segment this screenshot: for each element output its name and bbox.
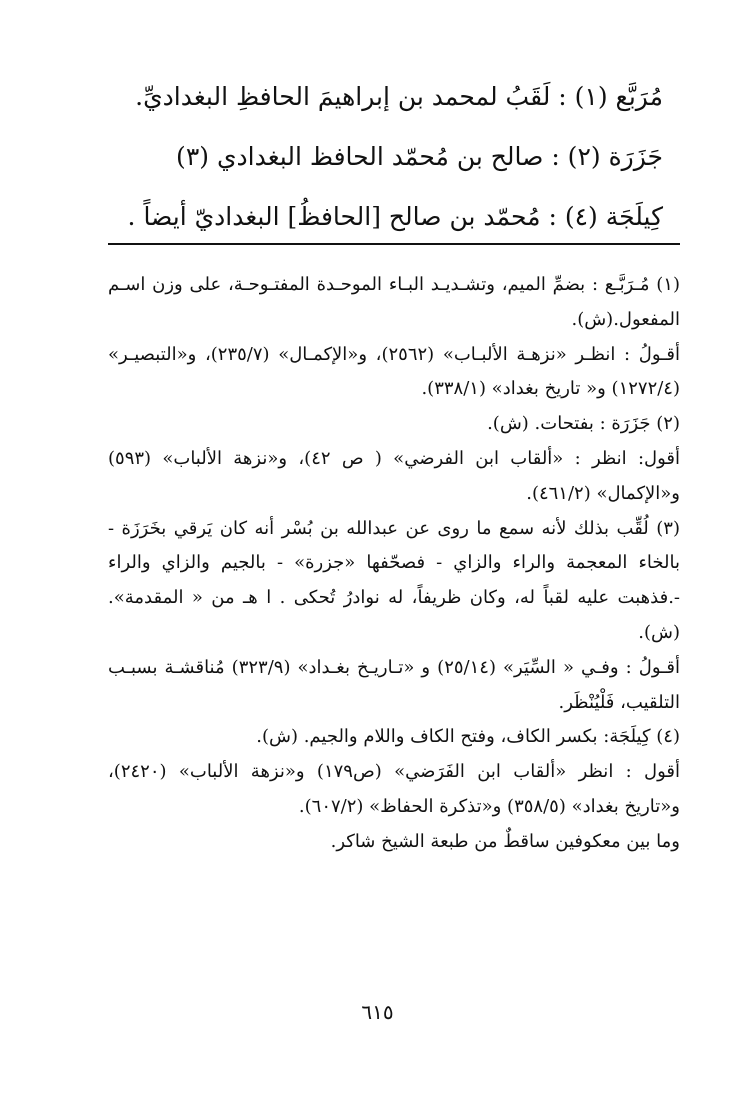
main-entries bbox=[63, 72, 663, 252]
footnote-separator bbox=[108, 243, 680, 245]
page-number: ٦١٥ bbox=[361, 1000, 394, 1024]
footnote-4-remark: وما بين معكوفين ساقطٌ من طبعة الشيخ شاكر. bbox=[330, 830, 680, 852]
footnote-3-comment: أقـولُ : وفـي « السِّيَر» (٢٥/١٤) و «تـاريـخ بغـداد» (٣٢٣/٩) مُناقشـة بسبـب التلقيب، فَلْيُنْظَر. bbox=[108, 656, 680, 713]
footnote-1-comment: أقـولُ : انظـر «نزهـة الألبـاب» (٢٥٦٢)، و«الإكمـال» (٢٣٥/٧)، و«التبصيـر» (١٢٧٢/٤) و« تاريخ بغداد» (٣٣٨/١). bbox=[108, 343, 681, 400]
footnote-1: (١) مُـرَبَّـع : بضمِّ الميم، وتشـديـد البـاء الموحـدة المفتـوحـة، على وزن اسـم المفعول.(ش). bbox=[108, 274, 680, 330]
footnote-4-comment: أقول : انظر «ألقاب ابن الفَرَضي» (ص١٧٩) و«نزهة الألباب» (٢٤٢٠)، و«تاريخ بغداد» (٣٥٨/٥) و«تذكرة الحفاظ» (٦٠٧/٢). bbox=[108, 761, 681, 817]
footnotes bbox=[108, 268, 680, 860]
footnote-2-comment: أقول: انظر : «ألقاب ابن الفرضي» ( ص ٤٢)، و«نزهة الألباب» (٥٩٣) و«الإكمال» (٤٦١/٢). bbox=[108, 447, 680, 504]
entry-murabba: مُرَبَّع (١) : لَقَبُ لمحمد بن إبراهيمَ الحافظِ البغداديِّ. bbox=[135, 82, 663, 111]
entry-kilaja: كِيلَجَة (٤) : مُحمّد بن صالح [الحافظُ] البغداديّ أيضاً . bbox=[127, 202, 663, 231]
footnote-4: (٤) كِيلَجَة: بكسر الكاف، وفتح الكاف واللام والجيم. (ش). bbox=[256, 726, 680, 748]
footnote-2: (٢) جَزَرَة : بفتحات. (ش). bbox=[487, 413, 680, 435]
footnote-3: (٣) لُقِّب بذلك لأنه سمع ما روى عن عبدالله بن بُسْر أنه كان يَرقي بخَرَزَة - بالخاء المعجمة والراء والزاي - فصحّفها «جزرة» - بالجيم والزاي والراء -.فذهبت عليه لقباً له، وكان ظريفاً، له نوادرُ تُحكى . ا هـ من « المقدمة». (ش). bbox=[108, 517, 680, 643]
entry-jazara: جَزَرَة (٢) : صالح بن مُحمّد الحافظ البغدادي (٣) bbox=[176, 142, 663, 171]
